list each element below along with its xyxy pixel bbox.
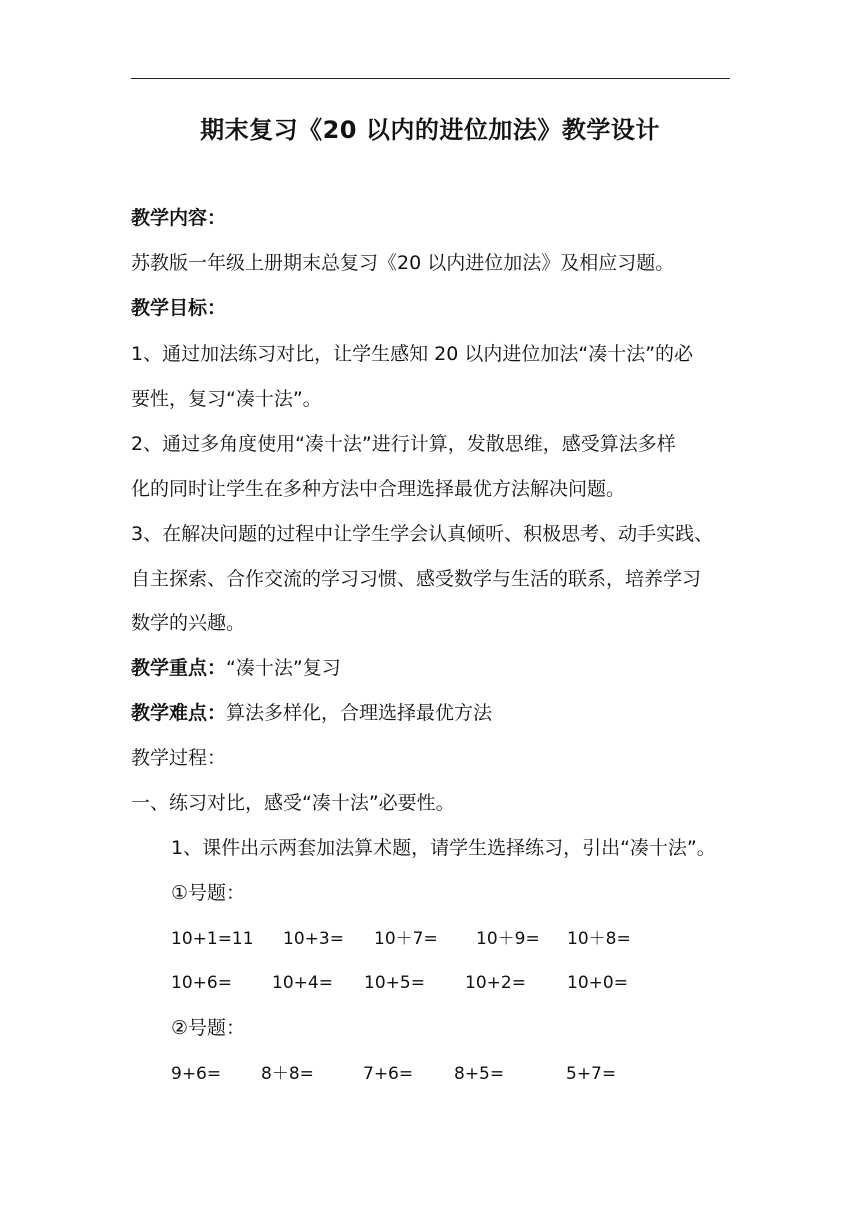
difficulty-text: 算法多样化，合理选择最优方法 <box>226 702 493 724</box>
goal-3-line-1: 3、在解决问题的过程中让学生学会认真倾听、积极思考、动手实践、 <box>131 523 714 545</box>
section-1-heading: 一、练习对比，感受“凑十法”必要性。 <box>131 792 455 814</box>
process-label: 教学过程： <box>131 747 227 769</box>
equation: 10+5= <box>364 973 425 993</box>
equation: 10+1=11 <box>171 929 254 949</box>
key-point <box>131 653 341 683</box>
goal-3-line-3: 数学的兴趣。 <box>131 612 246 634</box>
equation: 10+2= <box>465 973 526 993</box>
key-point-label: 教学重点： <box>131 657 227 679</box>
equation: 8+5= <box>454 1064 505 1084</box>
set-2-label: ②号题： <box>171 1017 246 1039</box>
header-rule <box>131 78 730 79</box>
goal-2-line-1: 2、通过多角度使用“凑十法”进行计算，发散思维，感受算法多样 <box>131 433 676 455</box>
equation: 10＋7= <box>374 929 438 949</box>
equation: 7+6= <box>363 1064 414 1084</box>
equation: 10+0= <box>567 973 628 993</box>
equation: 8＋8= <box>261 1064 314 1084</box>
set-1-label: ①号题： <box>171 882 246 904</box>
equation: 10+6= <box>171 973 232 993</box>
equation: 10＋9= <box>476 929 540 949</box>
difficulty-point <box>131 698 492 728</box>
key-point-text: “凑十法”复习 <box>226 657 341 679</box>
equation: 5+7= <box>566 1064 617 1084</box>
goals-label: 教学目标： <box>131 297 227 319</box>
equation: 10+3= <box>283 929 344 949</box>
content-label: 教学内容： <box>131 207 227 229</box>
difficulty-label: 教学难点： <box>131 702 227 724</box>
step-1-text: 1、课件出示两套加法算术题，请学生选择练习，引出“凑十法”。 <box>171 837 716 859</box>
content-text: 苏教版一年级上册期末总复习《20 以内进位加法》及相应习题。 <box>131 252 675 274</box>
equation: 9+6= <box>171 1064 222 1084</box>
equation: 10＋8= <box>567 929 631 949</box>
goal-1-line-1: 1、通过加法练习对比，让学生感知 20 以内进位加法“凑十法”的必 <box>131 343 694 365</box>
goal-2-line-2: 化的同时让学生在多种方法中合理选择最优方法解决问题。 <box>131 478 626 500</box>
equation: 10+4= <box>272 973 333 993</box>
goal-3-line-2: 自主探索、合作交流的学习习惯、感受数学与生活的联系，培养学习 <box>131 568 702 590</box>
goal-1-line-2: 要性，复习“凑十法”。 <box>131 388 322 410</box>
page-title: 期末复习《20 以内的进位加法》教学设计 <box>200 116 660 144</box>
